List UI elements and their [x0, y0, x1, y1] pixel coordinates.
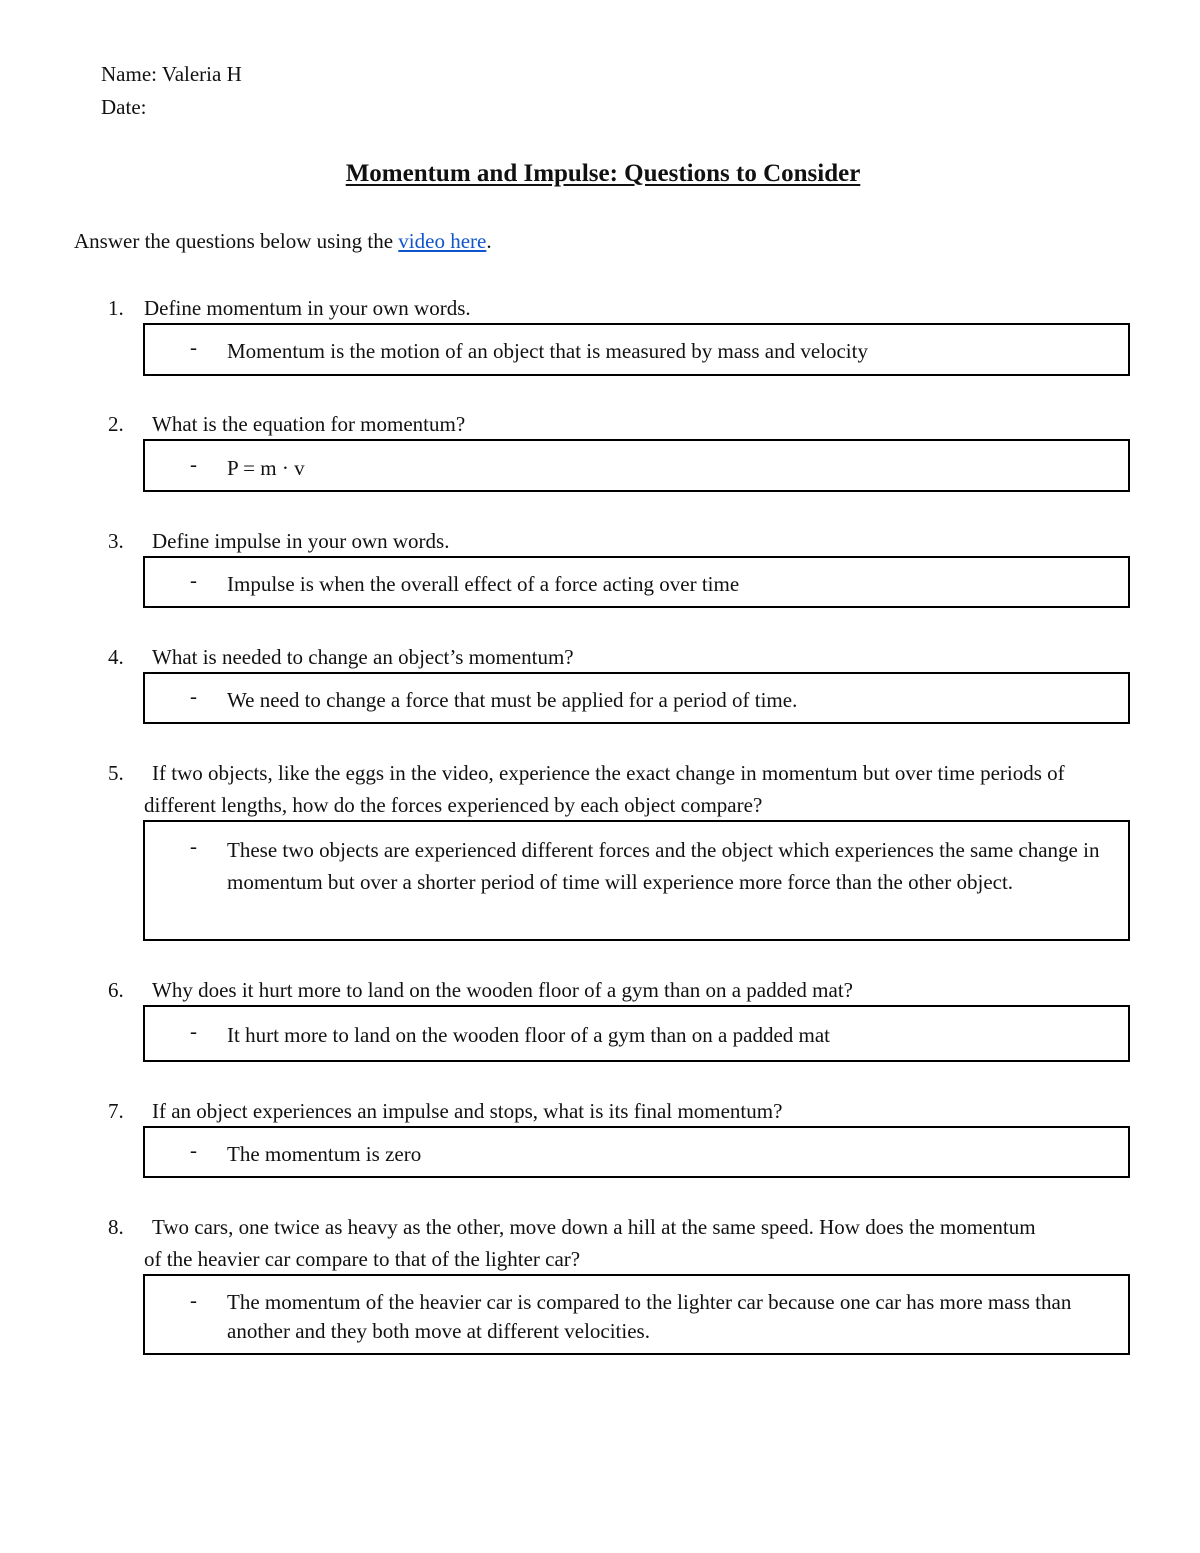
question-number: 7.: [108, 1099, 124, 1123]
answer-text: These two objects are experienced different forces and the object which experiences the same change in momentum but over a shorter period of time will experience more force than the other object.: [227, 838, 1100, 894]
answer-box-3[interactable]: [143, 556, 1130, 608]
answer-box-4[interactable]: [143, 672, 1130, 724]
answer-text: P = m · v: [227, 456, 305, 480]
answer-bullet: -: [190, 1138, 197, 1162]
instructions-period: .: [486, 229, 492, 253]
question-text: If an object experiences an impulse and stops, what is its final momentum?: [152, 1099, 783, 1123]
question-1: [108, 292, 1108, 324]
answer-bullet: -: [190, 1019, 197, 1043]
question-text: Why does it hurt more to land on the wooden floor of a gym than on a padded mat?: [152, 978, 853, 1002]
question-number: 6.: [108, 978, 124, 1002]
question-number: 3.: [108, 529, 124, 553]
question-number: 1.: [108, 296, 124, 320]
answer-bullet: -: [190, 834, 197, 858]
instructions-text: Answer the questions below using the: [74, 229, 399, 253]
answer-bullet: -: [190, 452, 197, 476]
question-5: [108, 757, 1108, 821]
name-line: [101, 61, 242, 87]
instructions: [74, 229, 492, 254]
question-text: What is the equation for momentum?: [152, 412, 466, 436]
answer-text: The momentum of the heavier car is compared to the lighter car because one car has more mass than another and they both move at different velocities.: [227, 1290, 1072, 1343]
answer-bullet: -: [190, 684, 197, 708]
answer-box-8[interactable]: [143, 1274, 1130, 1355]
question-8: [108, 1211, 1108, 1275]
answer-text: The momentum is zero: [227, 1142, 422, 1166]
answer-text: We need to change a force that must be applied for a period of time.: [227, 688, 798, 712]
answer-bullet: -: [190, 568, 197, 592]
answer-box-7[interactable]: [143, 1126, 1130, 1178]
question-number: 2.: [108, 412, 124, 436]
date-line: [101, 94, 146, 120]
question-text: Define impulse in your own words.: [152, 529, 450, 553]
question-2: [108, 408, 1108, 440]
page-title: Momentum and Impulse: Questions to Consider: [345, 160, 861, 187]
answer-text: It hurt more to land on the wooden floor of a gym than on a padded mat: [227, 1023, 831, 1047]
name-value: Valeria H: [161, 62, 242, 86]
answer-text: Momentum is the motion of an object that is measured by mass and velocity: [227, 339, 868, 363]
answer-box-6[interactable]: [143, 1005, 1130, 1062]
date-label: Date:: [101, 95, 147, 119]
question-number: 4.: [108, 645, 124, 669]
question-text: What is needed to change an object’s momentum?: [152, 645, 574, 669]
video-link[interactable]: video here: [398, 229, 487, 253]
name-label: Name:: [101, 62, 157, 86]
question-4: [108, 641, 1108, 673]
question-number: 8.: [108, 1215, 124, 1239]
question-number: 5.: [108, 761, 124, 785]
answer-box-2[interactable]: [143, 439, 1130, 492]
question-7: [108, 1095, 1108, 1127]
answer-box-1[interactable]: [143, 323, 1130, 376]
question-text: Define momentum in your own words.: [144, 296, 471, 320]
question-3: [108, 525, 1108, 557]
answer-text: Impulse is when the overall effect of a force acting over time: [227, 572, 740, 596]
question-6: [108, 974, 1108, 1006]
answer-box-5[interactable]: [143, 820, 1130, 941]
answer-bullet: -: [190, 335, 197, 359]
question-text: If two objects, like the eggs in the video, experience the exact change in momentum but over time periods of different lengths, how do the forces experienced by each object compare?: [144, 761, 1065, 817]
answer-bullet: -: [190, 1288, 197, 1312]
question-text: Two cars, one twice as heavy as the other, move down a hill at the same speed. How does the momentum of the heavier car compare to that of the lighter car?: [144, 1215, 1036, 1271]
